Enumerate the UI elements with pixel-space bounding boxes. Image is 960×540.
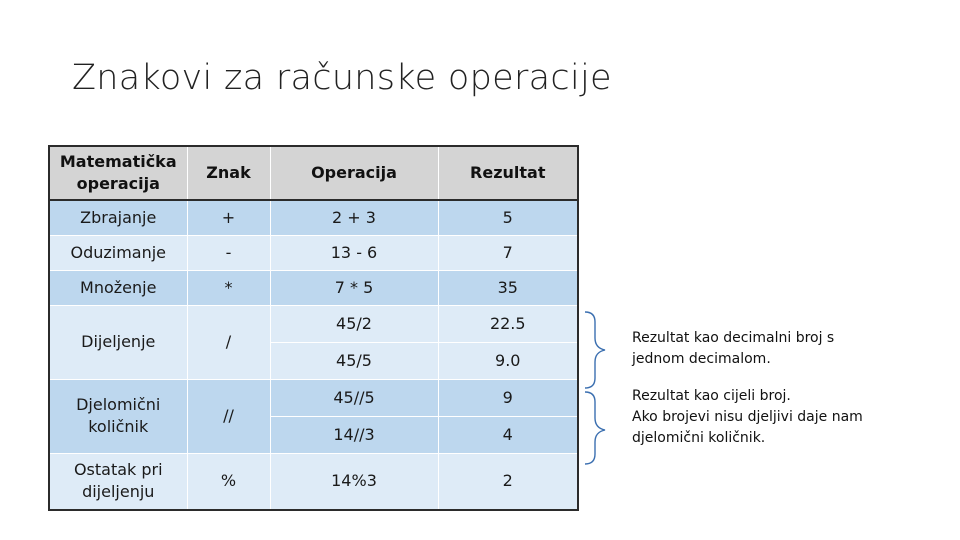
cell-sign: // bbox=[187, 379, 270, 453]
cell-expression: 14%3 bbox=[270, 453, 438, 510]
cell-sign: % bbox=[187, 453, 270, 510]
cell-sign: / bbox=[187, 305, 270, 379]
cell-result: 22.5 bbox=[438, 305, 578, 342]
cell-result: 5 bbox=[438, 200, 578, 235]
cell-expression: 7 * 5 bbox=[270, 270, 438, 305]
header-operation: Operacija bbox=[270, 146, 438, 200]
note-line: Ako brojevi nisu djeljivi daje nam bbox=[632, 409, 863, 425]
cell-result: 9 bbox=[438, 379, 578, 416]
header-sign: Znak bbox=[187, 146, 270, 200]
cell-operation-name: Množenje bbox=[49, 270, 187, 305]
cell-expression: 14//3 bbox=[270, 416, 438, 453]
cell-result: 9.0 bbox=[438, 342, 578, 379]
cell-expression: 45/2 bbox=[270, 305, 438, 342]
table-row bbox=[49, 235, 578, 270]
integer-brace-icon bbox=[585, 392, 605, 464]
note-line: Rezultat kao cijeli broj. bbox=[632, 388, 791, 404]
cell-sign: + bbox=[187, 200, 270, 235]
note-line: djelomični količnik. bbox=[632, 430, 766, 446]
table-row bbox=[49, 453, 578, 510]
cell-expression: 45//5 bbox=[270, 379, 438, 416]
curly-brace-icon bbox=[583, 308, 613, 468]
page-title: Znakovi za računske operacije bbox=[72, 58, 612, 98]
decimal-brace-icon bbox=[585, 312, 605, 388]
header-operation-name: Matematička operacija bbox=[49, 146, 187, 200]
cell-expression: 45/5 bbox=[270, 342, 438, 379]
cell-sign: * bbox=[187, 270, 270, 305]
table-row bbox=[49, 379, 578, 416]
table-header-row bbox=[49, 146, 578, 200]
operations-table bbox=[48, 145, 579, 511]
cell-operation-name: Djelomični količnik bbox=[49, 379, 187, 453]
cell-operation-name: Ostatak pri dijeljenju bbox=[49, 453, 187, 510]
integer-result-note bbox=[632, 386, 863, 449]
cell-operation-name: Dijeljenje bbox=[49, 305, 187, 379]
note-line: Rezultat kao decimalni broj s bbox=[632, 330, 835, 346]
table-row bbox=[49, 305, 578, 342]
cell-sign: - bbox=[187, 235, 270, 270]
cell-operation-name: Oduzimanje bbox=[49, 235, 187, 270]
cell-result: 7 bbox=[438, 235, 578, 270]
cell-operation-name: Zbrajanje bbox=[49, 200, 187, 235]
cell-result: 4 bbox=[438, 416, 578, 453]
note-line: jednom decimalom. bbox=[632, 351, 771, 367]
cell-result: 35 bbox=[438, 270, 578, 305]
header-result: Rezultat bbox=[438, 146, 578, 200]
table-row bbox=[49, 200, 578, 235]
cell-result: 2 bbox=[438, 453, 578, 510]
cell-expression: 2 + 3 bbox=[270, 200, 438, 235]
decimal-result-note bbox=[632, 328, 834, 370]
table-row bbox=[49, 270, 578, 305]
cell-expression: 13 - 6 bbox=[270, 235, 438, 270]
